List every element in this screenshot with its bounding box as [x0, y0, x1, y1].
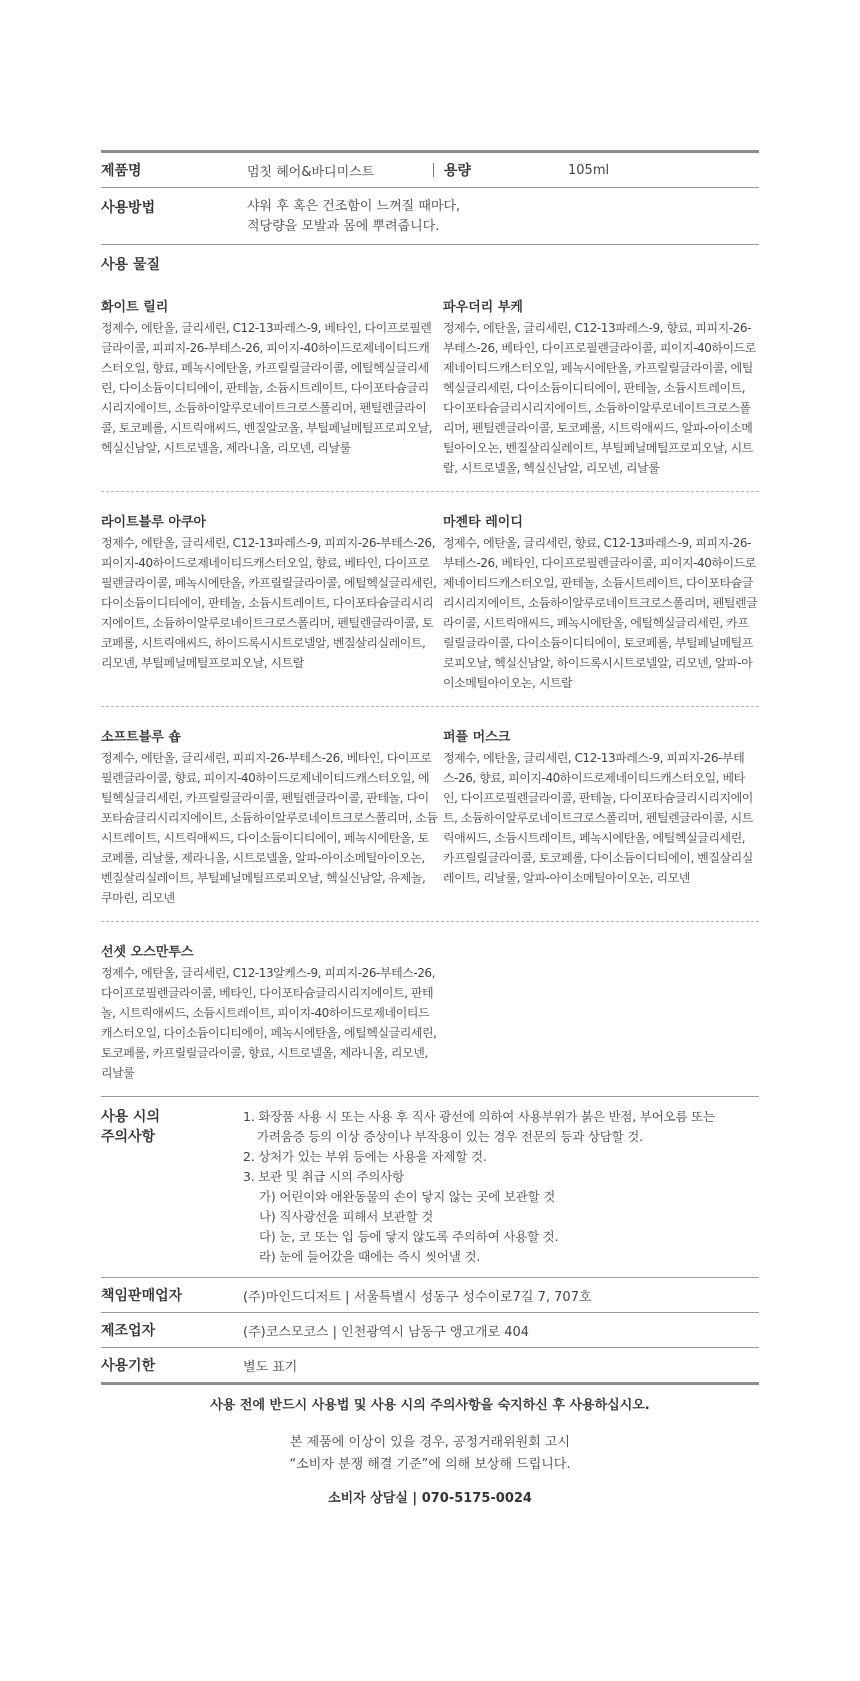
- maker-row: [101, 1313, 759, 1347]
- volume-label: 용량: [444, 163, 472, 179]
- material-item: [101, 728, 443, 908]
- caution-subitem: 가) 어린이와 애완동물의 손이 닿지 않는 곳에 보관할 것: [259, 1189, 556, 1204]
- materials-row: [101, 707, 759, 921]
- product-info-sheet: [101, 150, 759, 1385]
- caution-label-line: 주의사항: [101, 1129, 156, 1145]
- material-item: [443, 513, 759, 693]
- material-name: 라이트블루 아쿠아: [101, 515, 206, 530]
- customer-service-contact: 소비자 상담실 | 070-5175-0024: [328, 1491, 532, 1506]
- material-name: 파우더리 부케: [443, 300, 523, 315]
- material-name: 선셋 오스만투스: [101, 945, 194, 960]
- caution-label-line: 사용 시의: [101, 1109, 160, 1125]
- compensation-line: 본 제품에 이상이 있을 경우, 공정거래위원회 고시: [289, 1435, 571, 1450]
- caution-row: [101, 1097, 759, 1277]
- material-ingredients: 정제수, 에탄올, 글리세린, C12-13파레스-9, 피피지-26-부테스-26, 피이지-40하이드로제네이티드캐스터오일, 향료, 베타인, 다이프로필렌글라이콜, 페녹시에탄올, 카프릴릴글라이콜, 에틸헥실글리세린, 다이소듐이디티에이, 판테놀, 소듐시트레이트, 다이포타슘글리시리지에이트, 소듐하이알루로네이트크로스폴리머, 펜틸렌글라이콜, 토코페롤, 시트릭애씨드, 하이드록시시트로넬알, 벤질살리실레이트, 리모넨, 부틸페닐메틸프로피오날, 시트랄: [101, 536, 437, 670]
- usage-line: 적당량을 모발과 몸에 뿌려줍니다.: [247, 219, 440, 234]
- expiry-label: 사용기한: [101, 1358, 156, 1374]
- product-name-value: 멈칫 헤어&바디미스트: [247, 164, 375, 180]
- material-name: 마젠타 레이디: [443, 515, 523, 530]
- volume-value: 105ml: [568, 162, 610, 178]
- material-name: 퍼플 머스크: [443, 730, 511, 745]
- seller-label: 책임판매업자: [101, 1288, 183, 1304]
- usage-text: [247, 197, 460, 237]
- material-name: 소프트블루 숍: [101, 730, 181, 745]
- material-item: [101, 513, 443, 693]
- material-ingredients: 정제수, 에탄올, 글리세린, 향료, C12-13파레스-9, 피피지-26-부테스-26, 베타인, 다이프로필렌글라이콜, 피이지-40하이드로제네이티드캐스터오일, 판테놀, 소듐시트레이트, 다이포타슘글리시리지에이트, 소듐하이알루로네이트크로스폴리머, 펜틸렌글라이콜, 시트릭애씨드, 페녹시에탄올, 에틸헥실글리세린, 카프릴릴글라이콜, 다이소듐이디티에이, 토코페롤, 부틸페닐메틸프로피오날, 헥실신남알, 하이드록시시트로넬알, 리모넨, 알파-아이소메틸아이오논, 시트랄: [443, 536, 758, 690]
- compensation-line: “소비자 분쟁 해결 기준”에 의해 보상해 드립니다.: [289, 1457, 571, 1472]
- seller-value: (주)마인드디저트 | 서울특별시 성동구 성수이로7길 7, 707호: [243, 1289, 592, 1305]
- materials-row: [101, 282, 759, 491]
- caution-item: 3. 보관 및 취급 시의 주의사항: [243, 1169, 405, 1184]
- material-ingredients: 정제수, 에탄올, 글리세린, 피피지-26-부테스-26, 베타인, 다이프로필렌글라이콜, 향료, 피이지-40하이드로제네이티드캐스터오일, 에틸헥실글리세린, 카프릴릴글라이콜, 펜틸렌글라이콜, 판테놀, 다이포타슘글리시리지에이트, 소듐하이알루로네이트크로스폴리머, 소듐시트레이트, 시트릭애씨드, 다이소듐이디티에이, 페녹시에탄올, 토코페롤, 리날룰, 제라니올, 시트로넬올, 알파-아이소메틸아이오논, 벤질살리실레이트, 부틸페닐메틸프로피오날, 헥실신남알, 유제놀, 쿠마린, 리모넨: [101, 751, 438, 905]
- materials-title: 사용 물질: [101, 257, 160, 273]
- material-item: [443, 728, 759, 908]
- materials-row: [101, 922, 759, 1096]
- material-item: [443, 298, 759, 478]
- material-item: [101, 943, 443, 1083]
- divider: [433, 163, 434, 177]
- usage-line: 샤워 후 혹은 건조함이 느껴질 때마다,: [247, 199, 461, 214]
- expiry-value: 별도 표기: [243, 1359, 298, 1375]
- seller-row: [101, 1278, 759, 1312]
- material-name: 화이트 릴리: [101, 300, 169, 315]
- materials-row: [101, 492, 759, 706]
- compensation-notice: [0, 1432, 860, 1476]
- usage-label: 사용방법: [101, 200, 156, 216]
- caution-item: 1. 화장품 사용 시 또는 사용 후 직사 광선에 의하여 사용부위가 붉은 반점, 부어오름 또는: [243, 1109, 715, 1124]
- material-ingredients: 정제수, 에탄올, 글리세린, C12-13파레스-9, 피피지-26-부테스-26, 향료, 피이지-40하이드로제네이티드캐스터오일, 베타인, 다이프로필렌글라이콜, 판테놀, 다이포타슘글리시리지에이트, 소듐하이알루로네이트크로스폴리머, 펜틸렌글라이콜, 시트릭애씨드, 소듐시트레이트, 페녹시에탄올, 에틸헥실글리세린, 카프릴릴글라이콜, 토코페롤, 다이소듐이디티에이, 벤질살리실레이트, 리날룰, 알파-아이소메틸아이오논, 리모넨: [443, 751, 753, 885]
- caution-subitem: 다) 눈, 코 또는 입 등에 닿지 않도록 주의하여 사용할 것.: [259, 1229, 559, 1244]
- product-name-row: [101, 153, 759, 187]
- material-item: [101, 298, 443, 478]
- expiry-row: [101, 1348, 759, 1382]
- caution-text: [243, 1107, 715, 1267]
- maker-value: (주)코스모코스 | 인천광역시 남동구 앵고개로 404: [243, 1324, 530, 1340]
- material-ingredients: 정제수, 에탄올, 글리세린, C12-13알케스-9, 피피지-26-부테스-26, 다이프로필렌글라이콜, 베타인, 다이포타슘글리시리지에이트, 판테놀, 시트릭애씨드, 소듐시트레이트, 피이지-40하이드로제네이티드캐스터오일, 다이소듐이디티에이, 페녹시에탄올, 에틸헥실글리세린, 토코페롤, 카프릴릴글라이콜, 향료, 시트로넬올, 제라니올, 리모넨, 리날룰: [101, 966, 437, 1080]
- caution-subitem: 라) 눈에 들어갔을 때에는 즉시 씻어낼 것.: [259, 1249, 481, 1264]
- caution-item: 2. 상처가 있는 부위 등에는 사용을 자제할 것.: [243, 1149, 487, 1164]
- bottom-rule: [101, 1382, 759, 1385]
- caution-subitem: 나) 직사광선을 피해서 보관할 것: [259, 1209, 434, 1224]
- usage-notice: 사용 전에 반드시 사용법 및 사용 시의 주의사항을 숙지하신 후 사용하십시오.: [210, 1398, 650, 1413]
- caution-label: [101, 1107, 243, 1267]
- maker-label: 제조업자: [101, 1323, 156, 1339]
- product-name-label: 제품명: [101, 163, 142, 179]
- material-ingredients: 정제수, 에탄올, 글리세린, C12-13파레스-9, 향료, 피피지-26-부테스-26, 베타인, 다이프로필렌글라이콜, 피이지-40하이드로제네이티드캐스터오일, 페녹시에탄올, 카프릴릴글라이콜, 에틸헥실글리세린, 다이소듐이디티에이, 판테놀, 소듐시트레이트, 다이포타슘글리시리지에이트, 소듐하이알루로네이트크로스폴리머, 펜틸렌글라이콜, 토코페롤, 시트릭애씨드, 알파-아이소메틸아이오논, 벤질살리실레이트, 부틸페닐메틸프로피오날, 시트랄, 시트로넬올, 헥실신남알, 리모넨, 리날룰: [443, 321, 756, 475]
- material-ingredients: 정제수, 에탄올, 글리세린, C12-13파레스-9, 베타인, 다이프로필렌글라이콜, 피피지-26-부테스-26, 피이지-40하이드로제네이티드캐스터오일, 향료, 페녹시에탄올, 카프릴릴글라이콜, 에틸헥실글리세린, 다이소듐이디티에이, 판테놀, 소듐시트레이트, 다이포타슘글리시리지에이트, 소듐하이알루로네이트크로스폴리머, 펜틸렌글라이콜, 토코페롤, 시트릭애씨드, 벤질알코올, 부틸페닐메틸프로피오날, 헥실신남알, 시트로넬올, 제라니올, 리모넨, 리날룰: [101, 321, 433, 455]
- materials-heading: [101, 245, 759, 282]
- caution-item-cont: 가려움증 등의 이상 증상이나 부작용이 있는 경우 전문의 등과 상담할 것.: [257, 1129, 643, 1144]
- usage-row: [101, 188, 759, 244]
